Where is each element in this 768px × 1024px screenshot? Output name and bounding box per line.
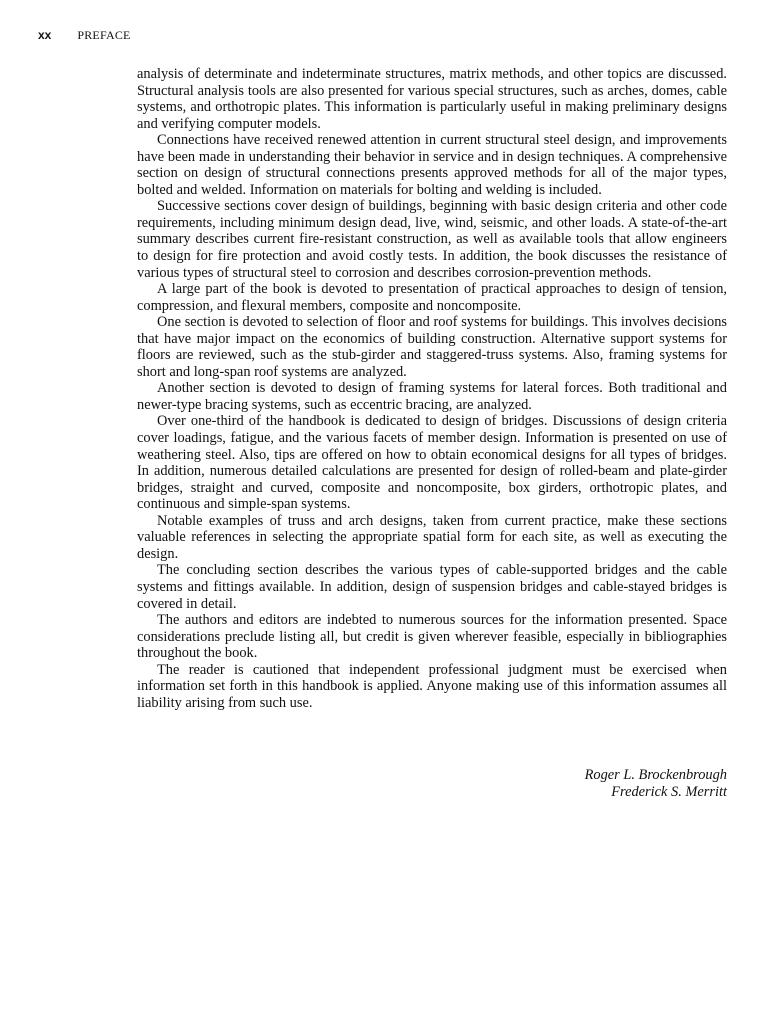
paragraph: Another section is devoted to design of framing systems for lateral forces. Both traditional and newer-type bracing systems, such as eccentric bracing, are analyzed. bbox=[137, 380, 727, 413]
paragraph: A large part of the book is devoted to presentation of practical approaches to design of tension, compression, and flexural members, composite and noncomposite. bbox=[137, 281, 727, 314]
paragraph: The concluding section describes the various types of cable-supported bridges and the cable systems and fittings available. In addition, design of suspension bridges and cable-stayed bridges is covered in detail. bbox=[137, 562, 727, 612]
running-head bbox=[38, 28, 131, 43]
page-number: xx bbox=[38, 28, 52, 42]
section-title: PREFACE bbox=[77, 28, 131, 42]
paragraph: Notable examples of truss and arch designs, taken from current practice, make these sections valuable references in selecting the appropriate spatial form for each site, as well as executing the design. bbox=[137, 512, 727, 562]
author-name: Frederick S. Merritt bbox=[611, 783, 727, 800]
paragraph: analysis of determinate and indeterminate structures, matrix methods, and other topics are discussed. Structural analysis tools are also presented for various special structures, such as arches, domes, cable systems, and orthotropic plates. This information is particularly useful in making preliminary designs and verifying computer models. bbox=[137, 66, 727, 132]
paragraph: Connections have received renewed attention in current structural steel design, and improvements have been made in understanding their behavior in service and in design techniques. A comprehensive section on design of structural connections presents approved methods for all of the major types, bolted and welded. Information on materials for bolting and welding is included. bbox=[137, 132, 727, 198]
paragraph: The reader is cautioned that independent professional judgment must be exercised when information set forth in this handbook is applied. Anyone making use of this information assumes all liability arising from such use. bbox=[137, 661, 727, 711]
author-name: Roger L. Brockenbrough bbox=[584, 767, 727, 783]
paragraph: One section is devoted to selection of floor and roof systems for buildings. This involves decisions that have major impact on the economics of building construction. Alternative support systems for floors are reviewed, such as the stub-girder and staggered-truss systems. Also, framing systems for short and long-span roof systems are analyzed. bbox=[137, 314, 727, 380]
preface-body bbox=[137, 66, 727, 711]
paragraph: The authors and editors are indebted to numerous sources for the information presented. Space considerations preclude listing all, but credit is given wherever feasible, especially in bibliographies throughout the book. bbox=[137, 612, 727, 662]
paragraph: Successive sections cover design of buildings, beginning with basic design criteria and other code requirements, including minimum design dead, live, wind, seismic, and other loads. A state-of-the-art summary describes current fire-resistant construction, as well as available tools that allow engineers to design for fire protection and avoid costly tests. In addition, the book discusses the resistance of various types of structural steel to corrosion and describes corrosion-prevention methods. bbox=[137, 198, 727, 281]
signature-block bbox=[137, 767, 727, 800]
paragraph: Over one-third of the handbook is dedicated to design of bridges. Discussions of design criteria cover loadings, fatigue, and the various facets of member design. Information is presented on use of weathering steel. Also, tips are offered on how to obtain economical designs for all types of bridges. In addition, numerous detailed calculations are presented for design of rolled-beam and plate-girder bridges, straight and curved, composite and noncomposite, box girders, orthotropic plates, and continuous and simple-span systems. bbox=[137, 413, 727, 513]
